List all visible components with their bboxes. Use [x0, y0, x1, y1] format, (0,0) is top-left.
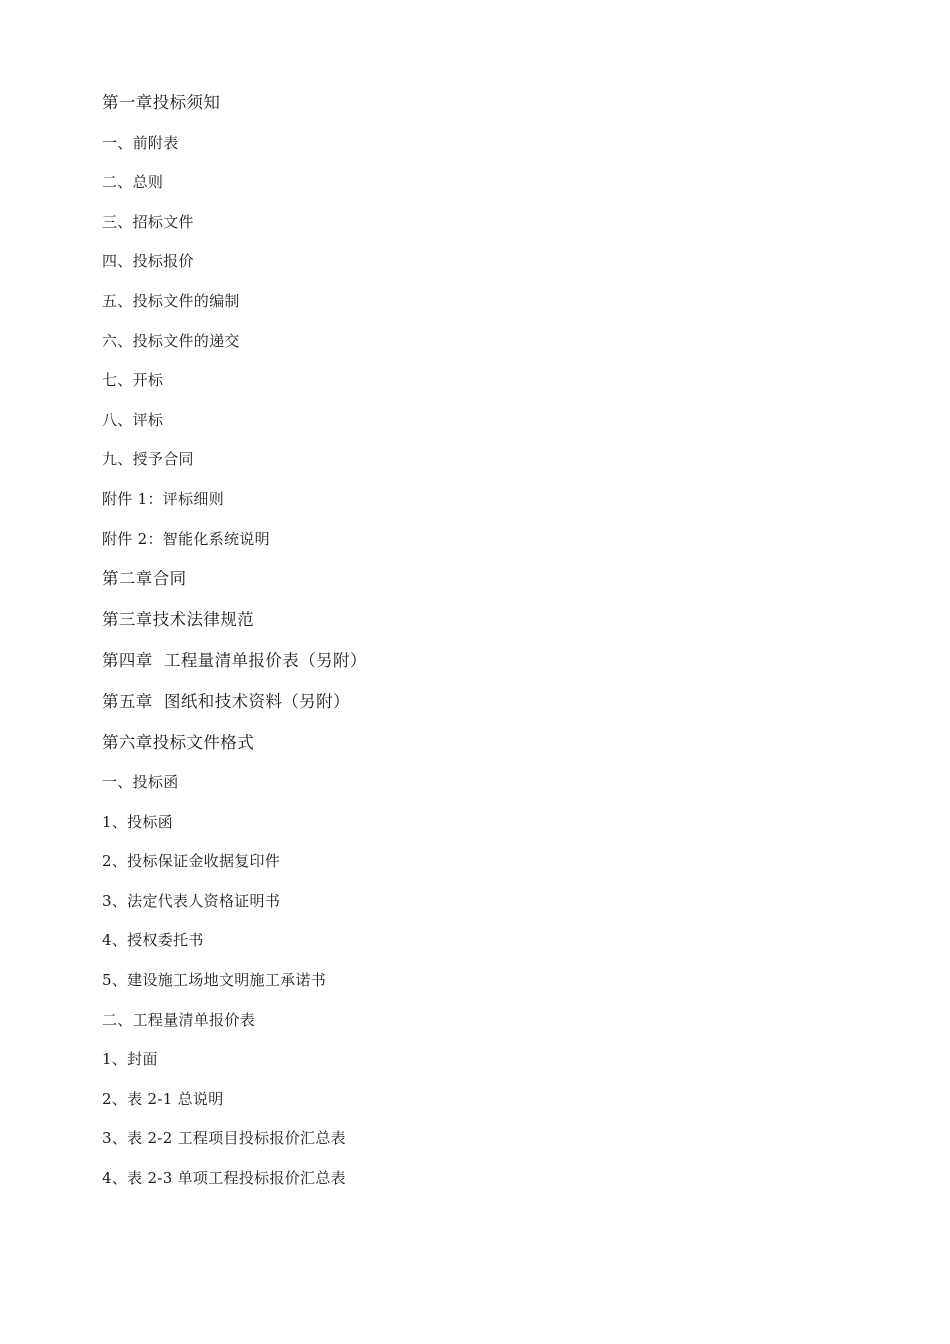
toc-chapter-4: 第四章 工程量清单报价表（另附）	[102, 650, 367, 670]
toc-item: 一、前附表	[102, 133, 179, 152]
toc-subitem: 1、投标函	[102, 812, 174, 831]
toc-subitem: 2、表 2-1 总说明	[102, 1089, 224, 1108]
toc-item: 一、投标函	[102, 773, 179, 792]
toc-chapter-1: 第一章投标须知	[102, 93, 221, 112]
toc-item: 七、开标	[102, 371, 164, 390]
toc-item: 九、授予合同	[102, 450, 194, 469]
toc-subitem: 3、表 2-2 工程项目投标报价汇总表	[102, 1129, 346, 1148]
toc-attachment: 附件 1：评标细则	[102, 489, 225, 508]
toc-chapter-5: 第五章 图纸和技术资料（另附）	[102, 691, 350, 711]
toc-chapter-2: 第二章合同	[102, 569, 187, 589]
table-of-contents	[102, 90, 862, 1205]
toc-subitem: 2、投标保证金收据复印件	[102, 852, 281, 871]
toc-item: 三、招标文件	[102, 212, 194, 231]
toc-item: 四、投标报价	[102, 252, 194, 271]
toc-attachment: 附件 2：智能化系统说明	[102, 529, 270, 548]
toc-chapter-6: 第六章投标文件格式	[102, 732, 255, 752]
toc-item: 八、评标	[102, 410, 164, 429]
toc-item: 二、总则	[102, 173, 164, 192]
toc-item: 六、投标文件的递交	[102, 331, 240, 350]
toc-subitem: 4、表 2-3 单项工程投标报价汇总表	[102, 1169, 346, 1188]
toc-subitem: 5、建设施工场地文明施工承诺书	[102, 971, 327, 990]
toc-subitem: 1、封面	[102, 1050, 158, 1069]
toc-chapter-3: 第三章技术法律规范	[102, 610, 255, 630]
toc-subitem: 4、授权委托书	[102, 931, 204, 950]
toc-subitem: 3、法定代表人资格证明书	[102, 891, 281, 910]
toc-item: 二、工程量清单报价表	[102, 1010, 256, 1029]
toc-item: 五、投标文件的编制	[102, 291, 240, 310]
